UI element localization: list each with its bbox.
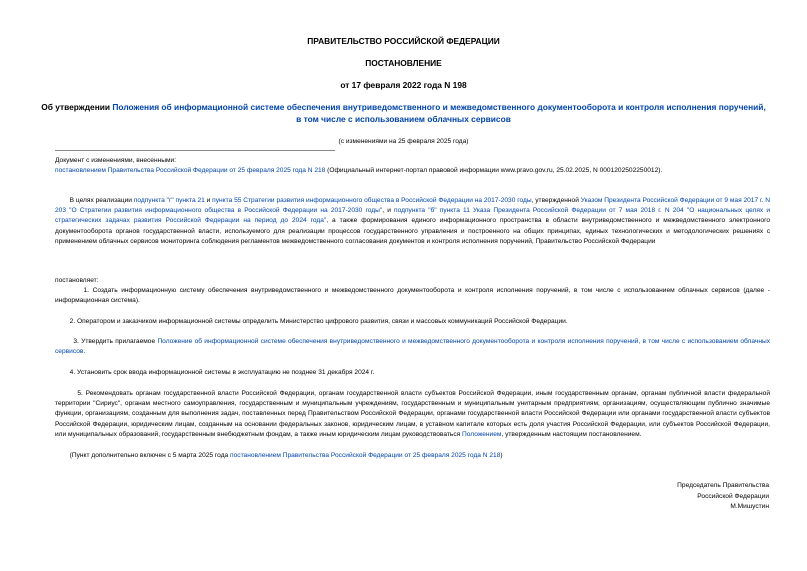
- item-1-paragraph: [55, 286, 770, 306]
- document-type-heading: ПОСТАНОВЛЕНИЕ: [365, 58, 442, 68]
- item-1-text: 1. Создать информационную систему обеспечения внутриведомственного и межведомственного документооборота и контроля исполнения поручений, в том числе с использованием облачных сервисов (далее - информационная система).: [55, 287, 770, 305]
- item-4-text: 4. Установить срок ввода информационной системы в эксплуатацию не позднее 31 декабря 2024 г.: [69, 369, 375, 376]
- preamble-text-2: и: [204, 197, 213, 204]
- amendment-decree-link[interactable]: постановлением Правительства Российской Федерации от 25 февраля 2025 года N 218: [230, 452, 501, 459]
- signature-block: [677, 481, 769, 513]
- item-3-paragraph: [55, 337, 770, 357]
- preamble-link-decree-203[interactable]: Указом Президента Российской Федерации от 9 мая 2017 г. N 203 "О Стратегии развития информационного общества в Российской Федерации на 2017-2030 годы": [55, 197, 771, 215]
- preamble-link-strategy[interactable]: пункта 55 Стратегии развития информационного общества в Российской Федерации на 2017-2030 годы: [212, 197, 532, 204]
- item-4-paragraph: [55, 368, 770, 378]
- item-5-paragraph: [55, 389, 770, 440]
- government-heading: ПРАВИТЕЛЬСТВО РОССИЙСКОЙ ФЕДЕРАЦИИ: [307, 36, 500, 46]
- signature-country: Российской Федерации: [697, 492, 769, 500]
- changes-decree-link[interactable]: постановлением Правительства Российской Федерации от 25 февраля 2025 года N 218: [55, 167, 326, 175]
- amendment-note: [55, 451, 770, 461]
- changes-label: Документ с изменениями, внесенными:: [55, 157, 177, 164]
- item-5-regulation-link[interactable]: Положением: [462, 430, 502, 438]
- changes-source: [55, 166, 770, 176]
- preamble-link-subitem-g[interactable]: подпункта "г" пункта 21: [133, 197, 205, 204]
- document-title: [40, 102, 767, 125]
- item-3-end: .: [83, 348, 86, 356]
- item-3-regulation-link[interactable]: Положение об информационной системе обеспечения внутриведомственного и межведомственного документооборота и контроля исполнения поручений, в том числе с использованием облачных сервисов: [55, 338, 771, 356]
- changes-block: [55, 156, 770, 176]
- preamble-link-decree-204[interactable]: подпункта "б" пункта 11 Указа Президента Российской Федерации от 7 мая 2018 г. N 204 "О национальных целях и стратегических задачах развития Российской Федерации на период до 2024 года": [55, 207, 771, 225]
- document-date-number: от 17 февраля 2022 года N 198: [340, 80, 467, 90]
- title-prefix: Об утверждении: [41, 102, 113, 112]
- signature-position: Председатель Правительства: [677, 482, 769, 489]
- preamble-text-1: В целях реализации: [69, 197, 134, 204]
- preamble-text-5: , а также формирования единого информационного пространства в области внутриведомственного и межведомственного электронного документооборота органов государственной власти, используемого для реализации процессов государственного управления и построенного на общих принципах, единых технологических и методологических решениях с применением облачных сервисов мониторинга соблюдения регламентов межведомственного согласования документов и контроля исполнения поручений, Правительство Российской Федерации: [55, 217, 770, 245]
- resolves-label: постановляет:: [55, 277, 99, 284]
- item-3-text: 3. Утвердить прилагаемое: [73, 338, 158, 345]
- title-regulation-link[interactable]: Положения об информационной системе обеспечения внутриведомственного и межведомственного документооборота и контроля исполнения поручений, в том числе с использованием облачных сервисов: [112, 102, 766, 124]
- changes-suffix: (Официальный интернет-портал правовой информации www.pravo.gov.ru, 25.02.2025, N 0001202502250012).: [325, 167, 663, 175]
- amendment-note-text: (Пункт дополнительно включен с 5 марта 2025 года: [69, 452, 231, 459]
- item-2-paragraph: [55, 317, 770, 327]
- edition-note: (с изменениями на 25 февраля 2025 года): [338, 138, 469, 145]
- item-5-text: 5. Рекомендовать органам государственной власти Российской Федерации, органам государственной власти субъектов Российской Федерации, иным государственным органам, органам публичной власти федеральной территории "Сириус", органам местного самоуправления, государственным и муниципальным учреждениям, государственным и муниципальным унитарным предприятиям, организациям, осуществляющим публично значимые функции, организациям, созданным для выполнения задач, поставленных перед Правительством Российской Федерации, органами государственной власти Российской Федерации или органами государственной власти субъектов Российской Федерации, юридическим лицам, созданным на основании федеральных законов, юридическим лицам, в уставном капитале которых есть доля участия Российской Федерации, или субъектов Российской Федерации, или муниципальных образований, государственным внебюджетным фондам, а также иным юридическим лицам руководствоваться: [55, 390, 771, 438]
- amendment-note-end: ): [500, 452, 503, 459]
- preamble-text-4: , и: [382, 207, 395, 215]
- separator-line: [55, 150, 335, 151]
- signature-name: М.Мишустин: [730, 503, 769, 511]
- item-2-text: 2. Оператором и заказчиком информационной системы определить Министерство цифрового развития, связи и массовых коммуникаций Российской Федерации.: [69, 318, 568, 325]
- preamble-paragraph: [55, 196, 770, 247]
- preamble-text-3: , утвержденной: [531, 197, 581, 204]
- item-5-end: , утвержденным настоящим постановлением.: [501, 430, 642, 438]
